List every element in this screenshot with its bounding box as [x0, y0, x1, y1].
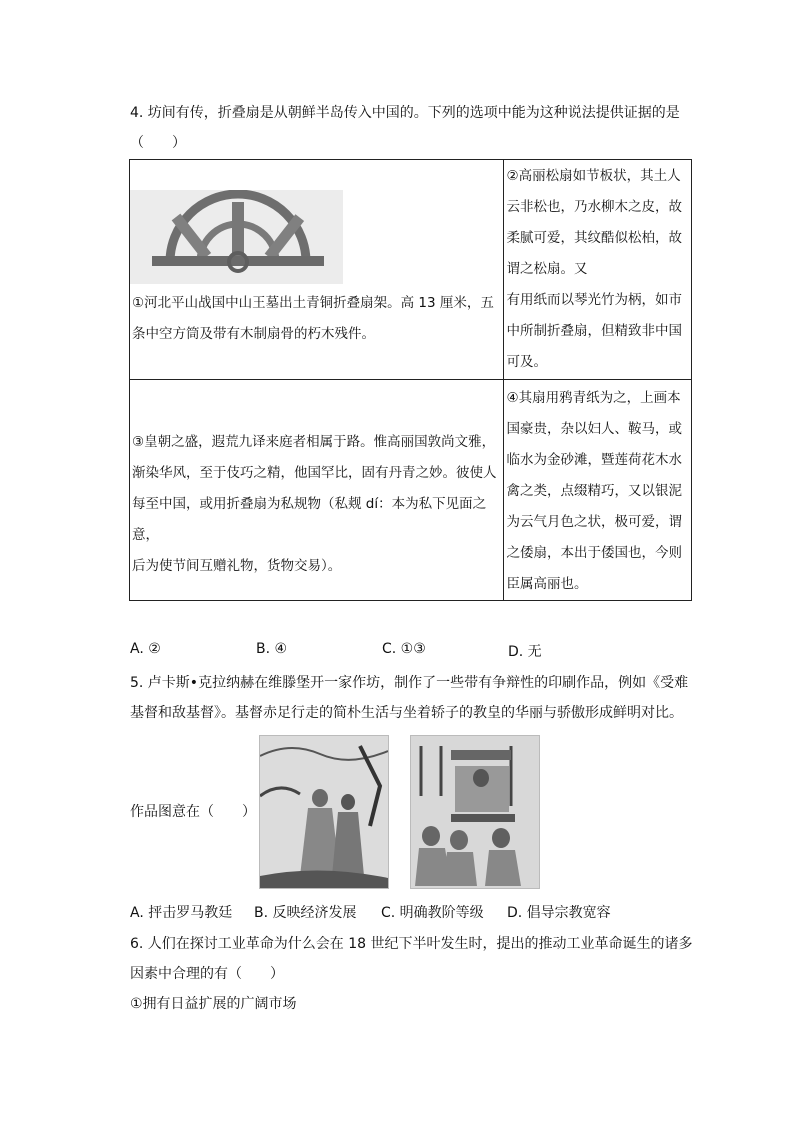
q4-cell-2-line: ②高丽松扇如节板状，其土人 — [506, 168, 681, 184]
q4-cell-2-line: 中所制折叠扇，但精致非中国 — [506, 323, 682, 339]
q5-prompt: 作品图意在（ ） — [130, 804, 256, 820]
q4-cell-4-line: 临水为金砂滩，暨莲荷花木水 — [506, 452, 682, 468]
q4-cell-2 — [504, 160, 692, 380]
q4-option-a[interactable]: A. ② — [130, 641, 161, 657]
q4-cell-2-line: 柔腻可爱，其纹酷似松柏，故 — [506, 230, 682, 246]
q4-cell-4-line: 之倭扇，本出于倭国也，今则 — [506, 545, 682, 561]
q4-cell-4-line: 为云气月色之状，极可爱，谓 — [506, 514, 682, 530]
christ-woodcut-image — [259, 735, 389, 889]
q5-option-a[interactable]: A. 抨击罗马教廷 — [130, 905, 233, 921]
q4-cell-1 — [130, 160, 504, 380]
q4-cell-2-line: 有用纸而以琴光竹为柄，如市 — [506, 292, 682, 308]
fan-frame-icon — [130, 190, 343, 284]
q4-stem: 4. 坊间有传，折叠扇是从朝鲜半岛传入中国的。下列的选项中能为这种说法提供证据的是 — [130, 105, 680, 121]
q4-cell-4-line: 禽之类，点缀精巧，又以银泥 — [506, 483, 682, 499]
q4-evidence-table — [129, 159, 692, 601]
q4-cell-2-line: 谓之松扇。又 — [506, 261, 588, 277]
q4-cell-2-line: 可及。 — [506, 354, 547, 370]
q4-cell-3-line: ③皇朝之盛，遐荒九译来庭者相属于路。惟高丽国敦尚文雅， — [132, 434, 496, 450]
q5-stem-line-1: 5. 卢卡斯•克拉纳赫在维滕堡开一家作坊，制作了一些带有争辩性的印刷作品，例如《受难 — [130, 675, 689, 691]
woodcut-pope-icon — [411, 736, 539, 888]
q5-stem-line-2: 基督和敌基督》。基督赤足行走的简朴生活与坐着轿子的教皇的华丽与骄傲形成鲜明对比。 — [130, 705, 683, 721]
q6-stem-line-1: 6. 人们在探讨工业革命为什么会在 18 世纪下半叶发生时，提出的推动工业革命诞生的诸多 — [130, 936, 693, 952]
q4-option-d[interactable]: D. 无 — [508, 644, 542, 660]
q5-option-d[interactable]: D. 倡导宗教宽容 — [507, 905, 611, 921]
q4-cell-4-line: 国豪贵，杂以妇人、鞍马，或 — [506, 421, 682, 437]
q4-blank: （ ） — [130, 135, 186, 151]
q4-option-b[interactable]: B. ④ — [256, 641, 288, 657]
folding-fan-frame-image — [130, 190, 343, 284]
q5-option-c[interactable]: C. 明确教阶等级 — [381, 905, 484, 921]
q4-cell-4 — [504, 380, 692, 601]
q4-cell-3-line: 渐染华风，至于伎巧之精，他国罕比，固有丹青之妙。彼使人 — [132, 465, 497, 481]
q6-item-1: ①拥有日益扩展的广阔市场 — [130, 996, 297, 1012]
q4-option-c[interactable]: C. ①③ — [382, 641, 426, 657]
q4-cell-2-line: 云非松也，乃水柳木之皮，故 — [506, 199, 682, 215]
q5-option-b[interactable]: B. 反映经济发展 — [254, 905, 357, 921]
q4-cell-3-line: 后为使节间互赠礼物，货物交易）。 — [132, 558, 342, 574]
q6-stem-line-2: 因素中合理的有（ ） — [130, 966, 284, 982]
q4-cell-4-line: ④其扇用鸦青纸为之，上画本 — [506, 390, 681, 406]
q4-cell-3-line: 每至中国，或用折叠扇为私规物（私觌 dí：本为私下见面之意， — [132, 496, 487, 543]
q4-cell-1-text: ①河北平山战国中山王墓出土青铜折叠扇架。高 13 厘米，五条中空方筒及带有木制扇骨的朽木残件。 — [132, 295, 494, 342]
woodcut-christ-icon — [260, 736, 388, 888]
q4-cell-3 — [130, 380, 504, 601]
q4-cell-4-line: 臣属高丽也。 — [506, 576, 588, 592]
pope-woodcut-image — [410, 735, 540, 889]
